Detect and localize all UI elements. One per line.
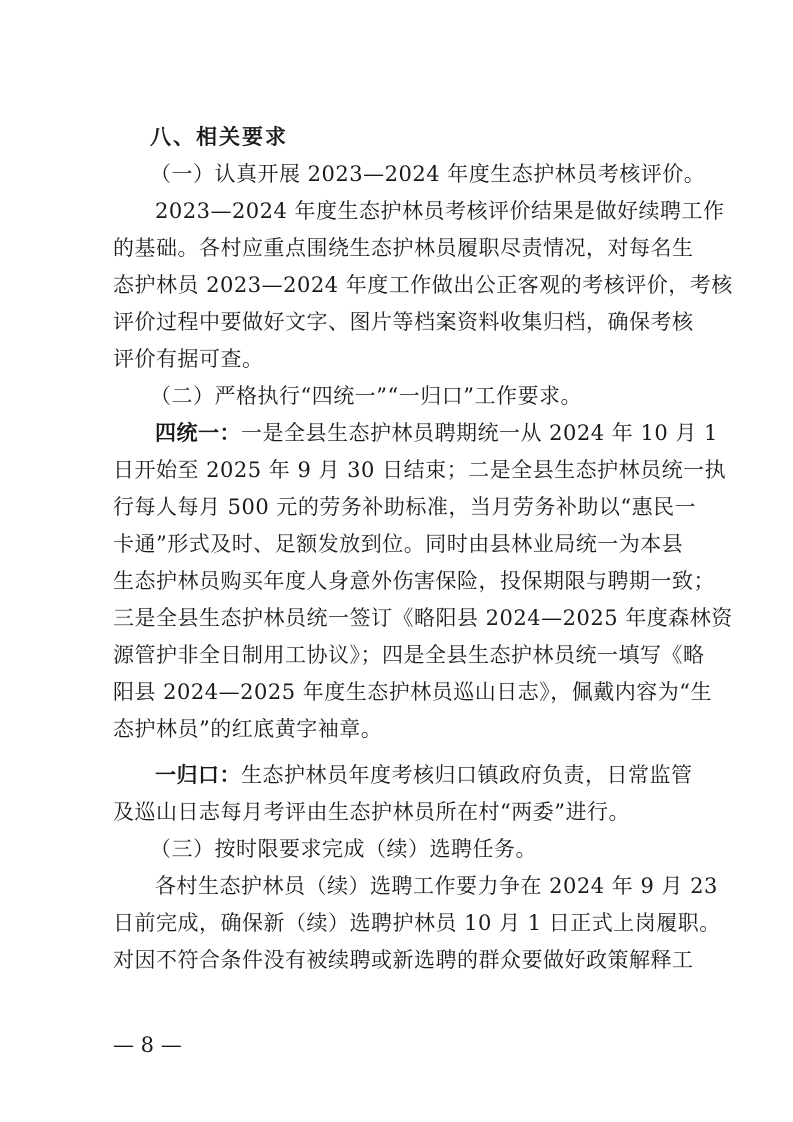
paragraph-line [155,760,693,790]
paragraph-line: 及巡山日志每月考评由生态护林员所在村“两委”进行。 [113,800,630,824]
paragraph-line: 各村生态护林员（续）选聘工作要力争在 2024 年 9 月 23 [155,874,718,898]
paragraph-line: 阳县 2024—2025 年度生态护林员巡山日志》，佩戴内容为“生 [113,680,712,704]
paragraph-line: 评价有据可查。 [113,347,264,371]
subsection-title: （二）严格执行“四统一”“一归口”工作要求。 [150,384,582,408]
inline-label: 一归口： [155,763,241,787]
paragraph-line: 对因不符合条件没有被续聘或新选聘的群众要做好政策解释工 [113,948,694,972]
subsection-title: （一）认真开展 2023—2024 年度生态护林员考核评价。 [150,162,706,186]
paragraph-line: 日前完成，确保新（续）选聘护林员 10 月 1 日正式上岗履职。 [113,911,721,935]
paragraph-line: 生态护林员购买年度人身意外伤害保险，投保期限与聘期一致； [113,569,715,593]
paragraph-line: 评价过程中要做好文字、图片等档案资料收集归档，确保考核 [113,310,694,334]
paragraph-text: 一是全县生态护林员聘期统一从 2024 年 10 月 1 [241,421,718,445]
subsection-title: （三）按时限要求完成（续）选聘任务。 [150,837,537,861]
paragraph-line: 态护林员”的红底黄字袖章。 [113,717,383,741]
paragraph-line: 2023—2024 年度生态护林员考核评价结果是做好续聘工作 [155,199,725,223]
paragraph-line: 行每人每月 500 元的劳务补助标准，当月劳务补助以“惠民一 [113,495,697,519]
section-heading: 八、相关要求 [150,125,288,149]
inline-label: 四统一： [155,421,241,445]
paragraph-line [155,418,718,448]
paragraph-line: 源管护非全日制用工协议》；四是全县生态护林员统一填写《略 [113,643,705,667]
paragraph-line: 三是全县生态护林员统一签订《略阳县 2024—2025 年度森林资 [113,606,733,630]
paragraph-text: 生态护林员年度考核归口镇政府负责，日常监管 [241,763,693,787]
paragraph-line: 日开始至 2025 年 9 月 30 日结束；二是全县生态护林员统一执 [113,458,727,482]
paragraph-line: 卡通”形式及时、足额发放到位。同时由县林业局统一为本县 [113,532,684,556]
page-number: — 8 — [113,1033,182,1057]
paragraph-line: 态护林员 2023—2024 年度工作做出公正客观的考核评价，考核 [113,273,733,297]
paragraph-line: 的基础。各村应重点围绕生态护林员履职尽责情况，对每名生 [113,236,694,260]
